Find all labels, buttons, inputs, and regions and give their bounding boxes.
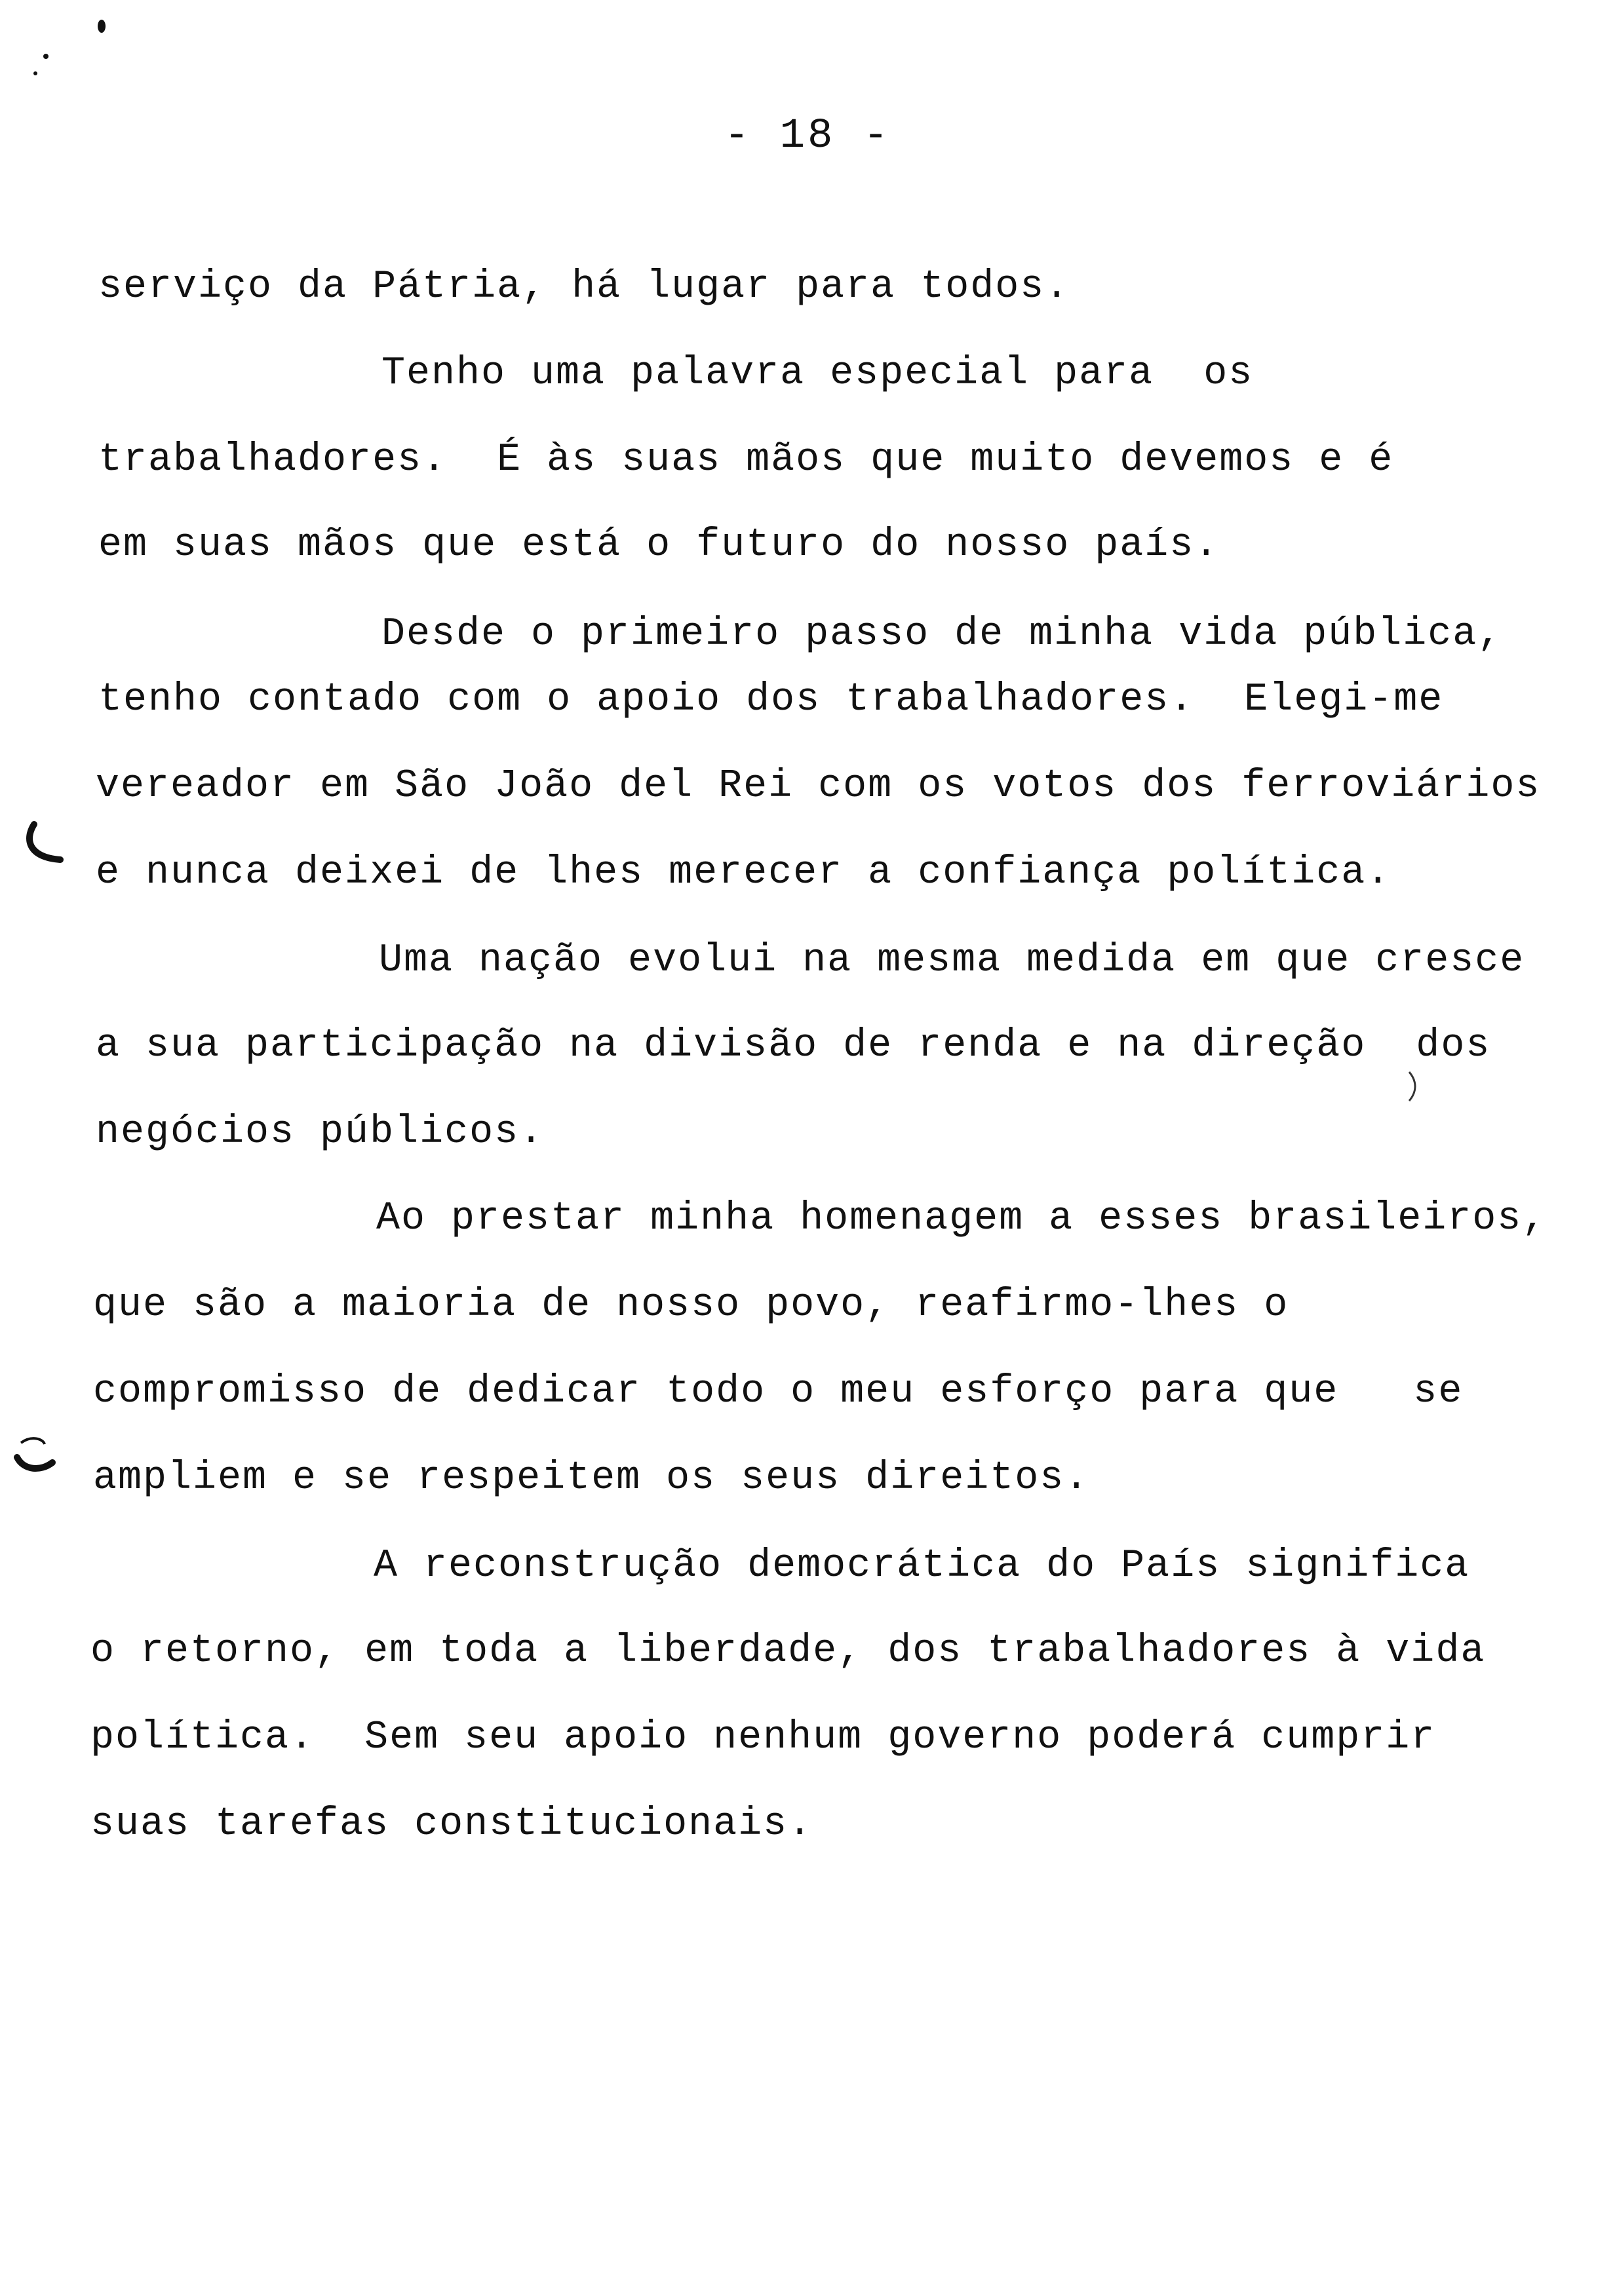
margin-bracket-mark (12, 1435, 58, 1487)
text-line-10: a sua participação na divisão de renda e na direção dos (96, 1024, 1491, 1068)
text-line-1: serviço da Pátria, há lugar para todos. (98, 265, 1070, 309)
text-line-4: em suas mãos que está o futuro do nosso país. (98, 523, 1220, 567)
text-line-8: e nunca deixei de lhes merecer a confiança política. (96, 851, 1391, 895)
text-line-2: Tenho uma palavra especial para os (381, 351, 1254, 396)
page-number: - 18 - (724, 113, 891, 160)
text-line-7: vereador em São João del Rei com os votos dos ferroviários (96, 764, 1541, 809)
text-line-9: Uma nação evolui na mesma medida em que cresce (379, 938, 1525, 983)
text-line-11: negócios públicos. (96, 1110, 545, 1155)
text-line-6: tenho contado com o apoio dos trabalhadores. Elegi-me (98, 678, 1444, 722)
scan-speck-mark (26, 50, 52, 83)
text-line-5: Desde o primeiro passo de minha vida pública, (381, 612, 1503, 657)
scan-dot-mark (92, 13, 111, 52)
text-line-17: o retorno, em toda a liberdade, dos trabalhadores à vida (90, 1629, 1486, 1674)
text-line-16: A reconstrução democrática do País significa (374, 1544, 1470, 1588)
text-line-12: Ao prestar minha homenagem a esses brasileiros, (376, 1196, 1547, 1241)
text-line-19: suas tarefas constitucionais. (90, 1802, 813, 1846)
text-line-15: ampliem e se respeitem os seus direitos. (93, 1456, 1090, 1501)
text-line-3: trabalhadores. É às suas mãos que muito devemos e é (98, 438, 1394, 482)
text-line-14: compromisso de dedicar todo o meu esforço para que se (93, 1369, 1464, 1414)
text-line-13: que são a maioria de nosso povo, reafirmo-lhes o (93, 1283, 1289, 1328)
stray-paren-mark (1403, 1067, 1422, 1106)
text-line-18: política. Sem seu apoio nenhum governo poderá cumprir (90, 1715, 1436, 1760)
margin-bracket-mark (20, 819, 66, 871)
